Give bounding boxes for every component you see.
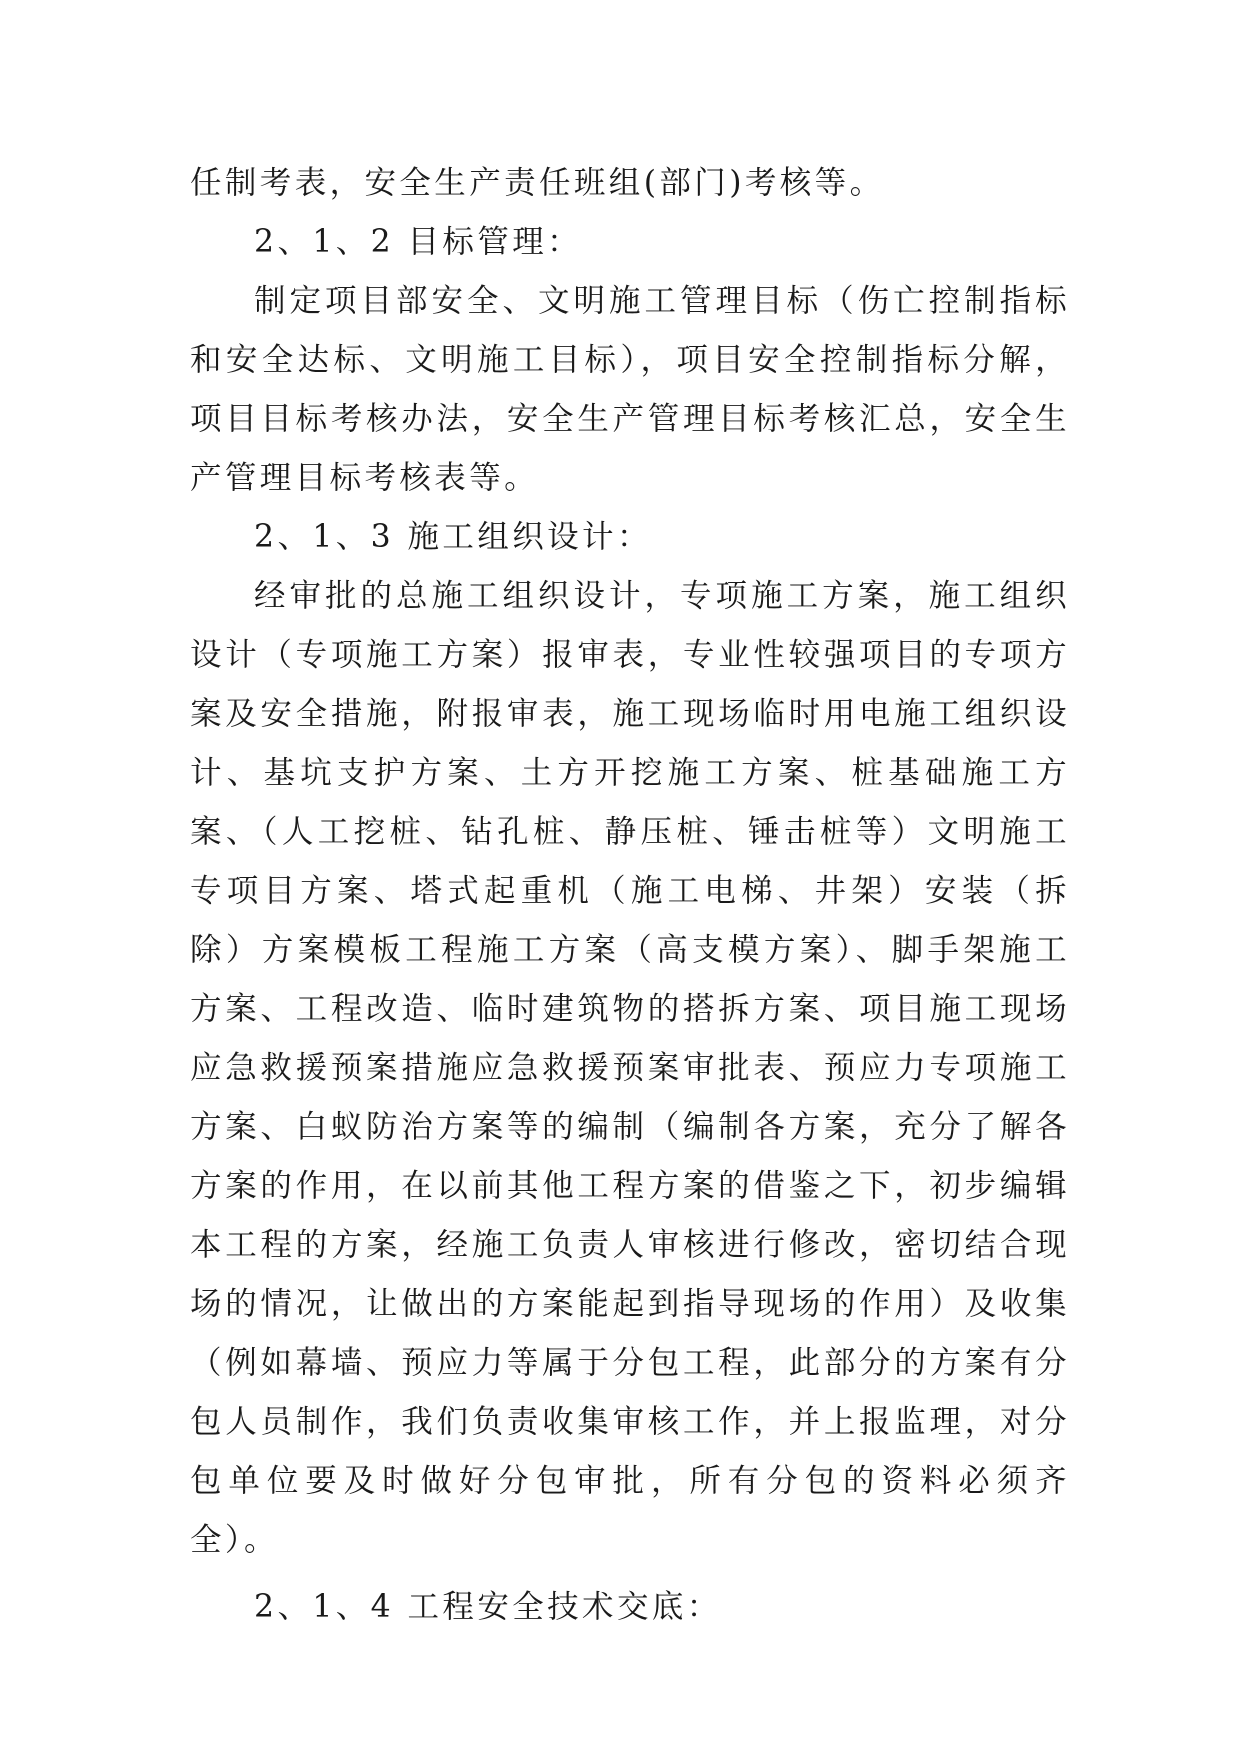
section-heading-2-1-3: 2、1、3 施工组织设计：	[254, 519, 652, 555]
paragraph-target-management: 制定项目部安全、文明施工管理目标（伤亡控制指标和安全达标、文明施工目标），项目安全控制指标分解，项目目标考核办法，安全生产管理目标考核汇总，安全生产管理目标考核表等。	[190, 283, 1070, 496]
section-heading-2-1-2: 2、1、2 目标管理：	[254, 224, 583, 260]
paragraph-construction-design: 经审批的总施工组织设计，专项施工方案，施工组织设计（专项施工方案）报审表，专业性较强项目的专项方案及安全措施，附报审表，施工现场临时用电施工组织设计、基坑支护方案、土方开挖施工方案、桩基础施工方案、（人工挖桩、钻孔桩、静压桩、锤击桩等）文明施工专项目方案、塔式起重机（施工电梯、井架）安装（拆除）方案模板工程施工方案（高支模方案）、脚手架施工方案、工程改造、临时建筑物的搭拆方案、项目施工现场应急救援预案措施应急救援预案审批表、预应力专项施工方案、白蚁防治方案等的编制（编制各方案，充分了解各方案的作用，在以前其他工程方案的借鉴之下，初步编辑本工程的方案，经施工负责人审核进行修改，密切结合现场的情况，让做出的方案能起到指导现场的作用）及收集（例如幕墙、预应力等属于分包工程，此部分的方案有分包人员制作，我们负责收集审核工作，并上报监理，对分包单位要及时做好分包审批，所有分包的资料必须齐全）。	[190, 578, 1070, 1558]
document-body	[190, 154, 1070, 1637]
paragraph-continuation: 任制考表，安全生产责任班组(部门)考核等。	[190, 165, 885, 201]
section-heading-2-1-4: 2、1、4 工程安全技术交底：	[254, 1589, 722, 1625]
